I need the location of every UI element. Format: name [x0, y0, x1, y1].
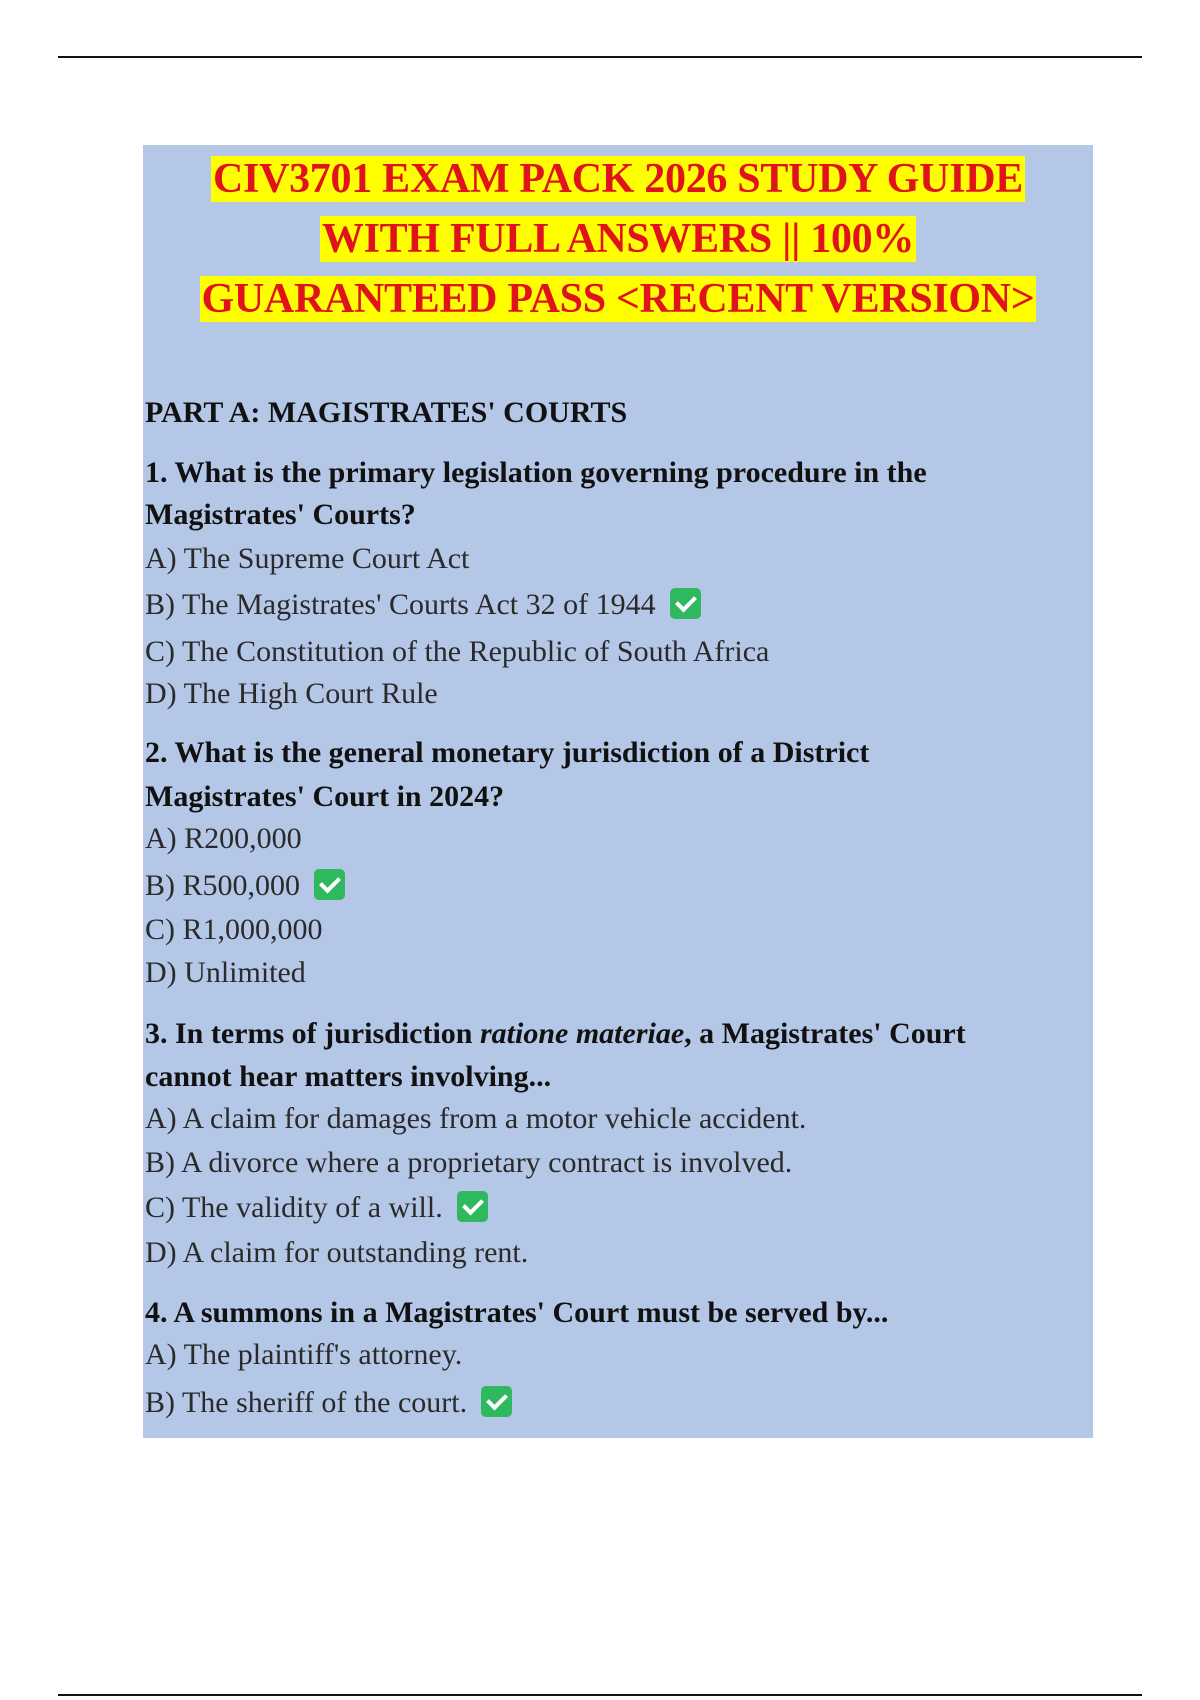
- question-3-line-2: cannot hear matters involving...: [145, 1060, 552, 1093]
- question-2-line-1: 2. What is the general monetary jurisdiction of a District: [145, 736, 870, 769]
- checkmark-icon: [481, 1386, 512, 1417]
- question-3-option-b: B) A divorce where a proprietary contract is involved.: [145, 1146, 793, 1179]
- latin-term: ratione materiae: [479, 1017, 685, 1050]
- content-panel: [143, 145, 1093, 1438]
- title-line: GUARANTEED PASS <RECENT VERSION>: [201, 276, 1035, 322]
- footer-rule: [58, 1694, 1142, 1696]
- question-1-line-1: 1. What is the primary legislation governing procedure in the: [145, 456, 927, 489]
- section-heading: PART A: MAGISTRATES' COURTS: [145, 396, 628, 429]
- question-4-line-1: 4. A summons in a Magistrates' Court must be served by...: [145, 1296, 889, 1329]
- header-rule: [58, 56, 1142, 58]
- question-2-option-b: B) R500,000: [145, 864, 345, 907]
- question-4-option-a: A) The plaintiff's attorney.: [145, 1338, 463, 1371]
- question-2-line-2: Magistrates' Court in 2024?: [145, 780, 505, 813]
- checkmark-icon: [314, 869, 345, 900]
- question-1-option-a: A) The Supreme Court Act: [145, 542, 470, 575]
- question-1-line-2: Magistrates' Courts?: [145, 498, 416, 531]
- document-title: [143, 149, 1093, 329]
- question-3-line-1: 3. In terms of jurisdiction ratione materiae, a Magistrates' Court: [145, 1017, 966, 1050]
- question-3-option-a: A) A claim for damages from a motor vehicle accident.: [145, 1102, 807, 1135]
- question-3-option-c: C) The validity of a will.: [145, 1186, 488, 1229]
- question-4-option-b: B) The sheriff of the court.: [145, 1381, 512, 1424]
- question-1-option-b: B) The Magistrates' Courts Act 32 of 1944: [145, 583, 701, 626]
- question-1-option-d: D) The High Court Rule: [145, 677, 438, 710]
- question-1-option-c: C) The Constitution of the Republic of South Africa: [145, 635, 770, 668]
- checkmark-icon: [670, 588, 701, 619]
- question-2-option-c: C) R1,000,000: [145, 913, 323, 946]
- question-3-option-d: D) A claim for outstanding rent.: [145, 1236, 529, 1269]
- checkmark-icon: [457, 1191, 488, 1222]
- question-2-option-d: D) Unlimited: [145, 956, 306, 989]
- title-line: CIV3701 EXAM PACK 2026 STUDY GUIDE: [213, 156, 1023, 202]
- title-line: WITH FULL ANSWERS || 100%: [321, 216, 915, 262]
- question-2-option-a: A) R200,000: [145, 822, 302, 855]
